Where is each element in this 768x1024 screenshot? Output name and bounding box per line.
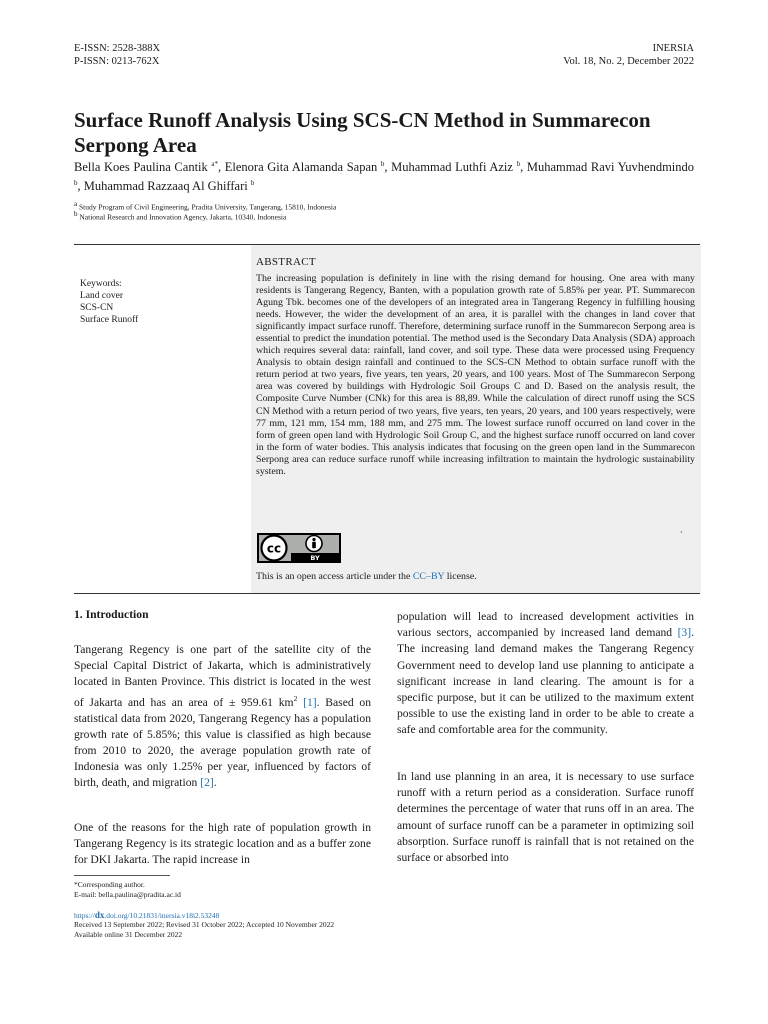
intro-paragraph-2: One of the reasons for the high rate of population growth in Tangerang Regency is its strategic location and as a buffer zone for DKI Jakarta. The rapid increase in xyxy=(74,821,371,867)
divider-bottom xyxy=(74,593,700,594)
affiliation-a: $^a$ Study Program of Civil Engineering, Pradita University, Tangerang, 15810, Indonesia xyxy=(74,200,337,212)
citation-link[interactable]: [2] xyxy=(200,776,214,790)
doi-icon: dx xyxy=(94,910,105,920)
journal-volume-block xyxy=(563,42,694,68)
paper-title: Surface Runoff Analysis Using SCS-CN Method in Summarecon Serpong Area xyxy=(74,108,651,157)
pissn-text: P-ISSN: 0213-762X xyxy=(74,56,160,67)
affiliation-b: $^b$ National Research and Innovation Agency, Jakarta, 10340, Indonesia xyxy=(74,210,287,222)
corresponding-author-note: *Corresponding author. xyxy=(74,880,145,889)
author-list: Bella Koes Paulina Cantik $^{a*}$, Elenora Gita Alamanda Sapan $^b$, Muhammad Luthfi Aziz $^b$, Muhammad Ravi Yuvhendmindo $^b$, Muhammad Razzaaq Al Ghiffari $^b$ xyxy=(74,160,695,194)
section-heading-introduction: 1. Introduction xyxy=(74,608,149,621)
available-date: Available online 31 December 2022 xyxy=(74,930,183,939)
citation-link[interactable]: [3] xyxy=(677,626,692,640)
author-affiliation-mark: b xyxy=(380,160,385,168)
cc-by-license-badge[interactable] xyxy=(257,533,341,563)
eissn-text: E-ISSN: 2528-388X xyxy=(74,43,161,54)
abstract-text: The increasing population is definitely in line with the rising demand for housing. One area with many residents is Tangerang Regency, Banten, with a population growth rate of 5.85% per year. PT. Summarecon Agung Tbk. becomes one of the developers of an integrated area in Tangerang Regency in fulfilling housing needs. However, the wider the development of an area, it is parallel with the changes in land cover that significantly impact surface runoff. Therefore, determining surface runoff in the Summarecon Serpong area is essential to predict the inundation potential. The method used is the Secondary Data Analysis (SDA) approach which requires several data: rainfall, land cover, and soil type. These data were processed using Frequency Analysis to obtain design rainfall and continued to the SCS-CN Method to obtain surface runoff with the return period at two years, five years, ten years, 20 years, and 100 years. Most of The Summarecon Serpong area was covered by buildings with Hydrologic Soil Groups C and D. Based on the analysis result, the Composite Curve Number (CNk) for this area is 88,89. While the calculation of direct runoff using the SCS CN Method with a return period of two years, five years, ten years, 20 years, and 100 years respectively, were 77 mm, 121 mm, 154 mm, 188 mm, and 275 mm. The lowest surface runoff occurred on land cover in the form of green open land with Hydrologic Soil Group C, and the highest surface runoff occurred on land cover in the form of water bodies. This analysis indicates that focusing on the green open land in the Summarecon Serpong area can reduce surface runoff while increasing infiltration to maintain the hydrologic sustainability system. xyxy=(256,273,695,477)
journal-issn-block xyxy=(74,42,160,68)
citation-link[interactable]: [1] xyxy=(303,695,317,709)
abstract-heading: ABSTRACT xyxy=(256,256,316,268)
journal-volume: Vol. 18, No. 2, December 2022 xyxy=(563,56,694,67)
author-affiliation-mark: b xyxy=(516,160,521,168)
author: Bella Koes Paulina Cantik xyxy=(74,160,208,175)
open-access-note: This is an open access article under the CC–BY license. xyxy=(256,571,477,582)
received-dates: Received 13 September 2022; Revised 31 October 2022; Accepted 10 November 2022 xyxy=(74,920,335,929)
stray-mark: ` xyxy=(680,530,683,540)
doi-link[interactable]: https://dx.doi.org/10.21831/inersia.v18i2.53248 xyxy=(74,910,220,920)
intro-paragraph-3: population will lead to increased development activities in various sectors, accompanied by increased land demand [3]. The increasing land demand makes the Tangerang Regency Government need to develop land use planning to anticipate a significant increase in land clearing. The amount is for a specific purpose, but it can be utilized to the maximum extent possible to use the existing land in order to be able to create a safe and comfortable area for the community. xyxy=(397,610,694,737)
keywords-block xyxy=(80,278,138,326)
cc-badge-text: cc xyxy=(266,541,282,556)
keyword-item: Land cover xyxy=(80,291,123,301)
author: Muhammad Ravi Yuvhendmindo xyxy=(526,160,695,175)
author: Muhammad Razzaaq Al Ghiffari xyxy=(83,179,248,194)
footnote-divider xyxy=(74,875,170,876)
journal-name: INERSIA xyxy=(652,43,694,54)
keyword-item: Surface Runoff xyxy=(80,315,139,325)
intro-paragraph-4: In land use planning in an area, it is necessary to use surface runoff with a return period as a consideration. Surface runoff determines the percentage of water that runs off in an area. The amount of surface runoff can be a parameter in optimizing soil absorption. Surface runoff is rainfall that is not retained on the surface or absorbed into xyxy=(397,770,694,865)
cc-by-icon xyxy=(257,533,341,563)
author: Muhammad Luthfi Aziz xyxy=(391,160,513,175)
author-affiliation-mark: b xyxy=(250,179,255,188)
author-affiliation-mark: b xyxy=(74,179,78,188)
keywords-label: Keywords: xyxy=(80,279,122,289)
cc-by-link[interactable]: CC–BY xyxy=(412,571,445,582)
corresponding-email: E-mail: bella.paulina@pradita.ac.id xyxy=(74,890,181,899)
by-badge-text: BY xyxy=(310,554,320,562)
intro-paragraph-1: Tangerang Regency is one part of the satellite city of the Special Capital District of Jakarta, which is administratively located in Banten Province. This district is located in the west of Jakarta and has an area of ± 959.61 $km^2$ [1]. Based on statistical data from 2020, Tangerang Regency has a population growth rate of 5.85%; this value is classified as high because from 2010 to 2020, the average population growth rate of Indonesia was only 1.25% per year, influenced by factors of birth, death, and migration [2]. xyxy=(74,643,372,790)
keyword-item: SCS-CN xyxy=(80,303,114,313)
author: Elenora Gita Alamanda Sapan xyxy=(224,160,378,175)
author-affiliation-mark: a* xyxy=(211,160,219,168)
